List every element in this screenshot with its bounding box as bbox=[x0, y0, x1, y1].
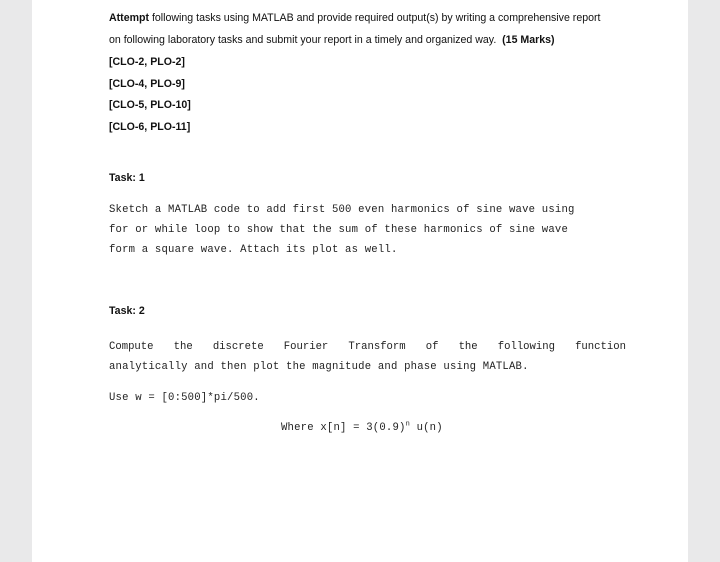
task2-line-2: analytically and then plot the magnitude and phase using MATLAB. bbox=[109, 361, 529, 373]
task2-line-1 bbox=[109, 341, 626, 353]
task2-word: of bbox=[425, 341, 439, 353]
where-exponent: n bbox=[405, 420, 410, 429]
task2-word: the bbox=[458, 341, 478, 353]
where-prefix: Where x[n] = 3(0.9) bbox=[281, 422, 406, 434]
intro-line-2-text: on following laboratory tasks and submit your report in a timely and organized way. bbox=[109, 34, 497, 46]
task2-word: Transform bbox=[348, 341, 406, 353]
intro-line-1 bbox=[109, 12, 600, 24]
task2-word: Fourier bbox=[283, 341, 329, 353]
task2-word: the bbox=[173, 341, 193, 353]
clo-item: [CLO-5, PLO-10] bbox=[109, 99, 191, 111]
task2-heading: Task: 2 bbox=[109, 305, 145, 317]
document-page bbox=[32, 0, 688, 562]
task1-heading: Task: 1 bbox=[109, 172, 145, 184]
clo-item: [CLO-2, PLO-2] bbox=[109, 56, 185, 68]
clo-item: [CLO-6, PLO-11] bbox=[109, 121, 191, 133]
intro-line-1-rest: following tasks using MATLAB and provide required output(s) by writing a comprehensive report bbox=[149, 12, 601, 24]
clo-item: [CLO-4, PLO-9] bbox=[109, 78, 185, 90]
use-w-line: Use w = [0:500]*pi/500. bbox=[109, 392, 260, 404]
task1-line: Sketch a MATLAB code to add first 500 even harmonics of sine wave using bbox=[109, 204, 575, 216]
task2-word: discrete bbox=[212, 341, 264, 353]
task1-line: for or while loop to show that the sum of these harmonics of sine wave bbox=[109, 224, 569, 236]
task2-word: following bbox=[497, 341, 555, 353]
where-suffix: u(n) bbox=[416, 422, 443, 434]
intro-line-2 bbox=[109, 34, 555, 46]
task1-line: form a square wave. Attach its plot as well. bbox=[109, 244, 398, 256]
attempt-word: Attempt bbox=[109, 12, 150, 24]
where-formula bbox=[281, 422, 443, 434]
task2-word: function bbox=[575, 341, 626, 353]
marks-label: (15 Marks) bbox=[502, 34, 555, 46]
task2-word: Compute bbox=[109, 341, 154, 353]
